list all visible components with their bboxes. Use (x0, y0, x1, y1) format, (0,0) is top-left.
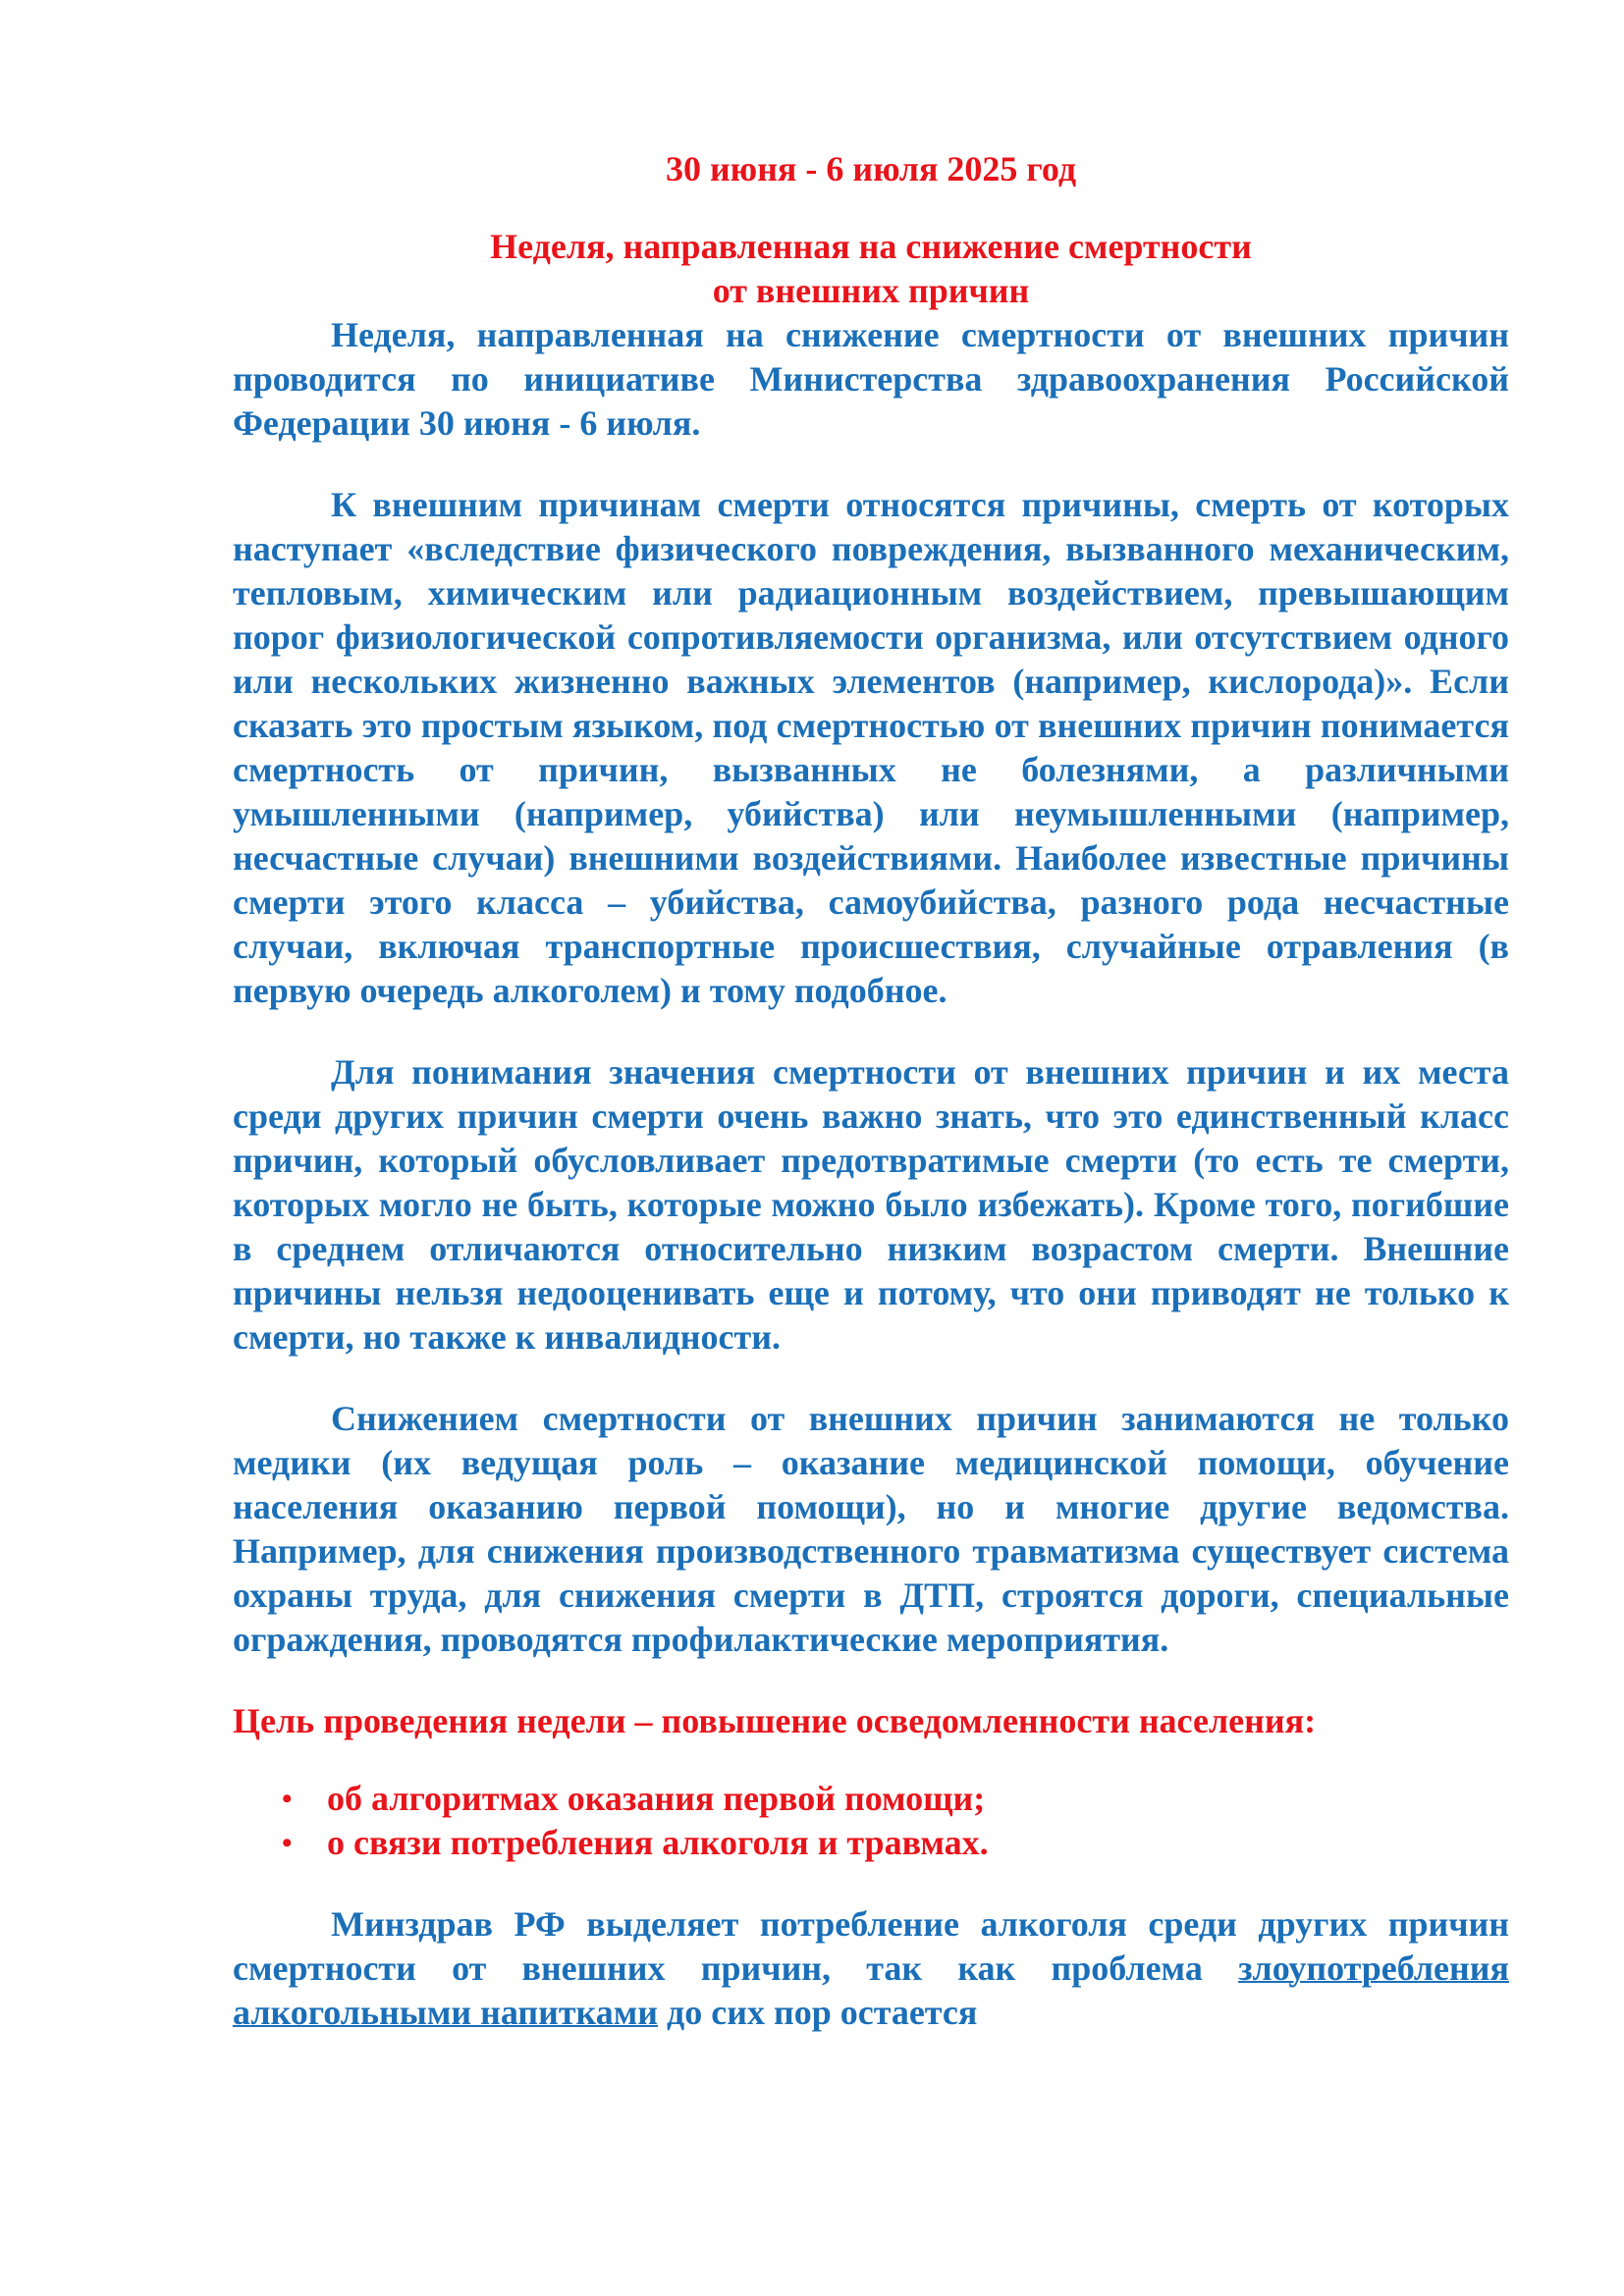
list-item-text: об алгоритмах оказания первой помощи; (327, 1779, 986, 1818)
bullet-icon: • (282, 1783, 293, 1815)
list-item (233, 1777, 1509, 1821)
title-line-1: Неделя, направленная на снижение смертности (490, 227, 1252, 266)
list-item (233, 1821, 1509, 1865)
paragraph-alcohol (233, 1902, 1509, 2035)
paragraph-agencies: Снижением смертности от внешних причин занимаются не только медики (их ведущая роль – оказание медицинской помощи, обучение населения оказанию первой помощи), но и многие другие ведомства. Например, для снижения производственного травматизма существует система охраны труда, для снижения смерти в ДТП, строятся дороги, специальные ограждения, проводятся профилактические мероприятия. (233, 1399, 1509, 1659)
alcohol-abuse-link[interactable]: злоупотребления алкогольными напитками (233, 1949, 1509, 2032)
title-line-2: от внешних причин (712, 271, 1030, 310)
date-heading: 30 июня - 6 июля 2025 год (665, 149, 1077, 188)
paragraph-definition: К внешним причинам смерти относятся причины, смерть от которых наступает «вследствие физического повреждения, вызванного механическим, тепловым, химическим или радиационным воздействием, превышающим порог физиологической сопротивляемости организма, или отсутствием одного или нескольких жизненно важных элементов (например, кислорода)». Если сказать это простым языком, под смертностью от внешних причин понимается смертность от причин, вызванных не болезнями, а различными умышленными (например, убийства) или неумышленными (например, несчастные случаи) внешними воздействиями. Наиболее известные причины смерти этого класса – убийства, самоубийства, разного рода несчастные случаи, включая транспортные происшествия, случайные отравления (в первую очередь алкоголем) и тому подобное. (233, 485, 1509, 1010)
document-page (233, 147, 1509, 2035)
paragraph-intro: Неделя, направленная на снижение смертности от внешних причин проводится по инициативе Министерства здравоохранения Российской Федерации 30 июня - 6 июля. (233, 315, 1509, 443)
list-item-text: о связи потребления алкоголя и травмах. (327, 1823, 989, 1862)
paragraph-importance: Для понимания значения смертности от внешних причин и их места среди других причин смерти очень важно знать, что это единственный класс причин, который обусловливает предотвратимые смерти (то есть те смерти, которых могло не быть, которые можно было избежать). Кроме того, погибшие в среднем отличаются относительно низким возрастом смерти. Внешние причины нельзя недооценивать еще и потому, что они приводят не только к смерти, но также к инвалидности. (233, 1052, 1509, 1357)
goal-heading: Цель проведения недели – повышение осведомленности населения: (233, 1701, 1317, 1740)
bullet-icon: • (282, 1827, 293, 1859)
goal-list (233, 1777, 1509, 1865)
paragraph-alcohol-start: Минздрав РФ выделяет потребление алкоголя среди других причин смертности от внешних причин, так как проблема (233, 1904, 1509, 1988)
paragraph-alcohol-end: до сих пор остается (658, 1993, 978, 2032)
